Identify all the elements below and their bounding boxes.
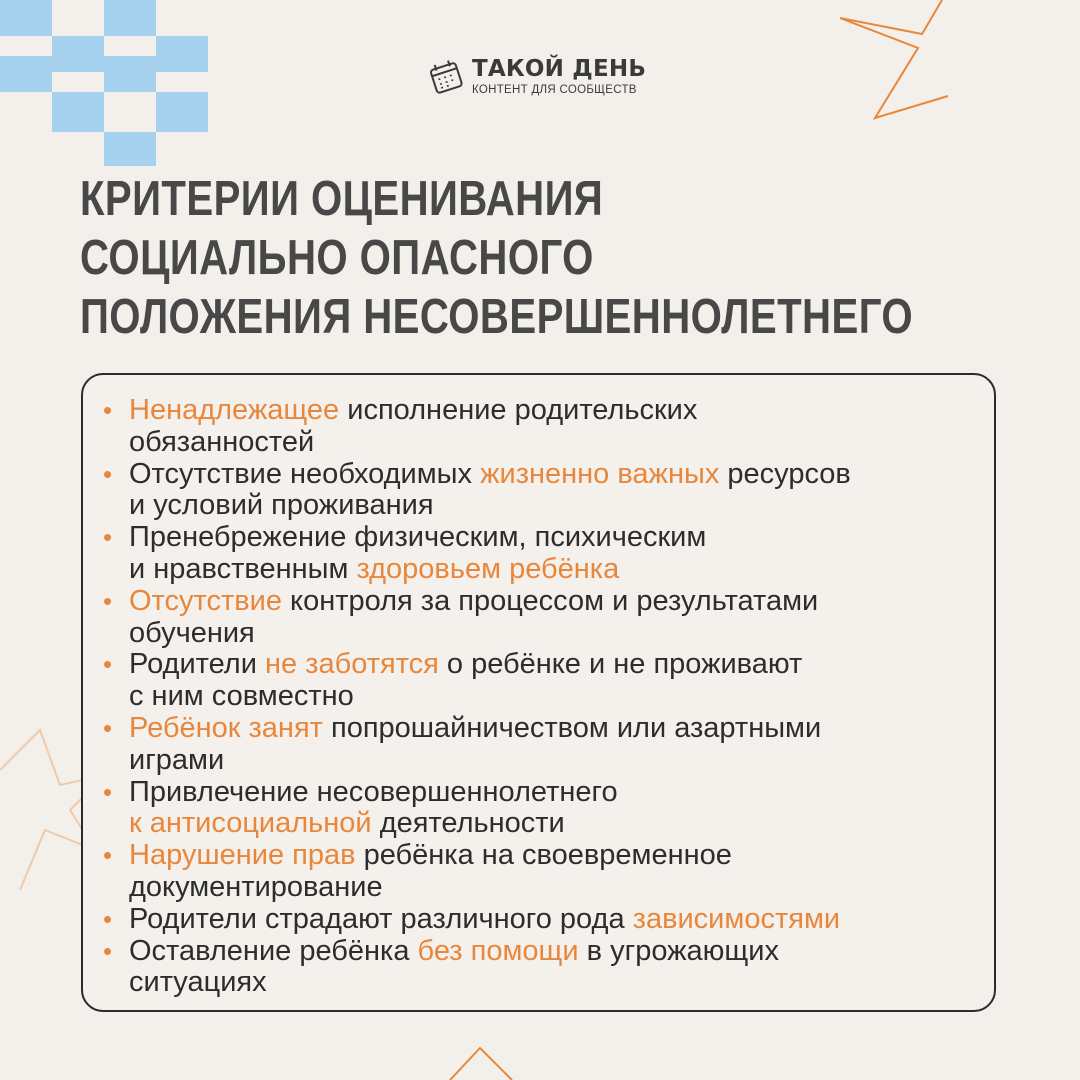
bullet-icon: • — [103, 458, 113, 489]
title-line: ПОЛОЖЕНИЯ НЕСОВЕРШЕННОЛЕТНЕГО — [80, 290, 914, 344]
criteria-text: и нравственным — [129, 552, 357, 585]
bullet-icon: • — [103, 903, 113, 934]
highlight-text: Отсутствие — [129, 584, 282, 617]
criteria-line — [129, 554, 851, 586]
criteria-item — [103, 522, 851, 586]
logo-title: ТАКОЙ ДЕНЬ — [472, 56, 647, 82]
criteria-line — [129, 522, 851, 554]
criteria-text: Родители — [129, 648, 265, 681]
bullet-icon: • — [103, 712, 113, 743]
criteria-text: попрошайничеством или азартными — [322, 711, 822, 744]
criteria-text: исполнение родительских — [339, 394, 698, 426]
criteria-text: обязанностей — [129, 425, 315, 458]
criteria-text: Родители страдают различного рода — [129, 902, 633, 935]
criteria-line — [129, 490, 851, 522]
criteria-text: ресурсов — [719, 457, 851, 490]
criteria-text: документирование — [129, 870, 383, 903]
criteria-text: Привлечение несовершеннолетнего — [129, 775, 618, 808]
criteria-line — [129, 649, 851, 681]
criteria-text: Пренебрежение физическим, психическим — [129, 521, 707, 554]
criteria-item — [103, 904, 851, 936]
criteria-text: Оставление ребёнка — [129, 934, 418, 967]
criteria-text: контроля за процессом и результатами — [282, 584, 819, 617]
criteria-line — [129, 777, 851, 809]
criteria-line — [129, 459, 851, 491]
criteria-line — [129, 840, 851, 872]
starburst-decoration-bottom — [440, 1020, 760, 1080]
checkerboard-decoration — [0, 0, 220, 170]
criteria-list — [103, 395, 851, 999]
criteria-line — [129, 427, 851, 459]
criteria-item — [103, 777, 851, 841]
highlight-text: зависимостями — [632, 902, 841, 935]
highlight-text: не заботятся — [264, 648, 439, 681]
logo-subtitle: КОНТЕНТ ДЛЯ СООБЩЕСТВ — [472, 84, 637, 96]
calendar-icon — [426, 57, 466, 97]
title-line: СОЦИАЛЬНО ОПАСНОГО — [80, 231, 594, 285]
bullet-icon: • — [103, 585, 113, 616]
criteria-text: в угрожающих — [578, 934, 779, 967]
criteria-text: играми — [129, 743, 225, 776]
bullet-icon: • — [103, 840, 113, 871]
criteria-text: обучения — [129, 616, 255, 649]
criteria-line — [129, 745, 851, 777]
criteria-item — [103, 649, 851, 713]
bullet-icon: • — [103, 395, 113, 425]
criteria-line — [129, 967, 851, 999]
bullet-icon: • — [103, 522, 113, 553]
criteria-item — [103, 840, 851, 904]
criteria-line — [129, 681, 851, 713]
criteria-line — [129, 713, 851, 745]
criteria-item — [103, 936, 851, 1000]
criteria-line — [129, 872, 851, 904]
logo — [426, 56, 646, 98]
criteria-line — [129, 904, 851, 936]
criteria-item — [103, 586, 851, 650]
highlight-text: Ненадлежащее — [129, 394, 340, 426]
criteria-line — [129, 586, 851, 618]
title-line: КРИТЕРИИ ОЦЕНИВАНИЯ — [80, 172, 604, 226]
highlight-text: здоровьем ребёнка — [356, 552, 620, 585]
highlight-text: Ребёнок занят — [129, 711, 323, 744]
highlight-text: жизненно важных — [480, 457, 720, 490]
criteria-line — [129, 618, 851, 650]
criteria-text: с ним совместно — [129, 680, 354, 713]
criteria-item — [103, 459, 851, 523]
criteria-text: и условий проживания — [129, 489, 434, 522]
criteria-line — [129, 808, 851, 840]
criteria-item — [103, 395, 851, 459]
criteria-text: ребёнка на своевременное — [355, 839, 732, 872]
bullet-icon: • — [103, 776, 113, 807]
bullet-icon: • — [103, 935, 113, 966]
criteria-text: о ребёнке и не проживают — [438, 648, 803, 681]
highlight-text: к антисоциальной — [129, 807, 372, 840]
page-title — [80, 170, 913, 347]
criteria-item — [103, 713, 851, 777]
criteria-text: ситуациях — [129, 966, 267, 999]
criteria-line — [129, 936, 851, 968]
highlight-text: без помощи — [417, 934, 579, 967]
criteria-text: Отсутствие необходимых — [129, 457, 481, 490]
criteria-card — [81, 373, 996, 1012]
highlight-text: Нарушение прав — [129, 839, 356, 872]
criteria-line — [129, 395, 851, 427]
bullet-icon: • — [103, 649, 113, 680]
criteria-text: деятельности — [371, 807, 565, 840]
